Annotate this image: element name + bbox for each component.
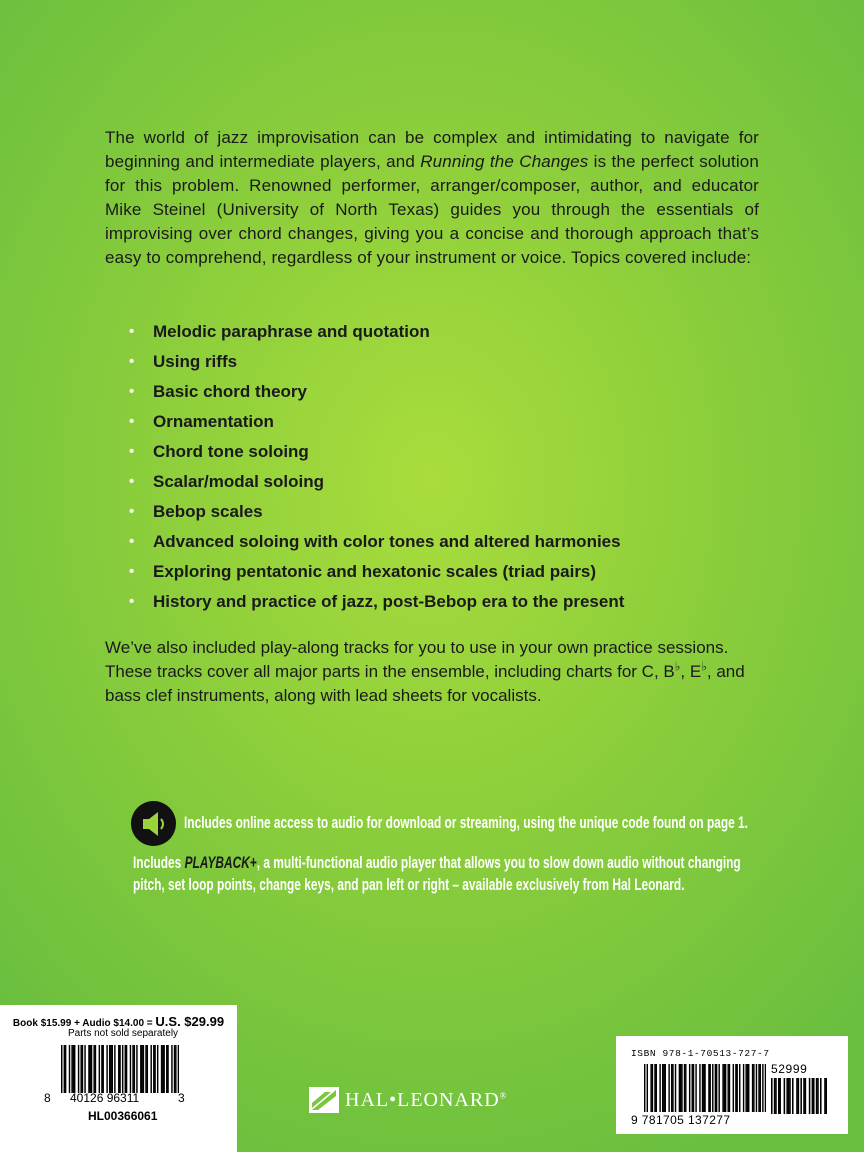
barcode-bar bbox=[709, 1064, 710, 1112]
barcode-bar bbox=[798, 1078, 800, 1114]
barcode-bar bbox=[736, 1064, 737, 1112]
barcode-bar bbox=[753, 1064, 754, 1112]
online-access-note: Includes online access to audio for download or streaming, using the unique code found on page 1. bbox=[184, 813, 748, 832]
barcode-bar bbox=[703, 1064, 704, 1112]
barcode-bar bbox=[760, 1064, 761, 1112]
barcode-bar bbox=[73, 1045, 74, 1093]
price-total: U.S. $29.99 bbox=[155, 1014, 225, 1029]
intro-text-start: The world of jazz improvisation can be complex and intimidating to navigate for beginning and intermediate players, and bbox=[105, 128, 759, 171]
barcode-bar bbox=[644, 1064, 645, 1112]
barcode-bar bbox=[125, 1045, 126, 1093]
barcode-bar bbox=[178, 1045, 179, 1093]
barcode-bar bbox=[789, 1078, 791, 1114]
barcode-bar bbox=[145, 1045, 146, 1093]
barcode-bar bbox=[665, 1064, 666, 1112]
barcode-bar bbox=[654, 1064, 655, 1112]
barcode-bar bbox=[141, 1045, 142, 1093]
barcode-bar bbox=[175, 1045, 176, 1093]
flat-symbol: ♭ bbox=[701, 659, 707, 674]
barcode-bar bbox=[792, 1078, 794, 1114]
topic-item: • Using riffs bbox=[127, 347, 624, 377]
barcode-bar bbox=[118, 1045, 119, 1093]
topic-item: • Bebop scales bbox=[127, 497, 624, 527]
intro-text-end: is the perfect solution for this problem. Renowned performer, arranger/composer, author, and educator Mike Steinel (University of North Texas) guides you through the essentials of improvising over chord changes, giving you a concise and thorough approach that’s easy to comprehend, regardless of your instrument or voice. Topics covered include: bbox=[105, 152, 760, 267]
barcode-bar bbox=[826, 1078, 827, 1114]
barcode-bar bbox=[778, 1078, 780, 1114]
barcode-bar bbox=[796, 1078, 798, 1114]
barcode-bar bbox=[779, 1078, 781, 1114]
barcode-bar bbox=[800, 1078, 802, 1114]
barcode-bar bbox=[684, 1064, 685, 1112]
barcode-bar bbox=[71, 1045, 72, 1093]
barcode-bar bbox=[119, 1045, 120, 1093]
isbn-digits: 9 781705 137277 bbox=[631, 1113, 731, 1127]
barcode-bar bbox=[692, 1064, 693, 1112]
barcode-bar bbox=[134, 1045, 135, 1093]
barcode-bar bbox=[716, 1064, 717, 1112]
barcode-bar bbox=[748, 1064, 749, 1112]
barcode-bar bbox=[685, 1064, 686, 1112]
barcode-bar bbox=[132, 1045, 133, 1093]
barcode-bar bbox=[813, 1078, 815, 1114]
publisher-name-text: HAL•LEONARD bbox=[345, 1088, 500, 1111]
upc-middle-digits: 40126 96311 bbox=[70, 1091, 140, 1105]
barcode-bar bbox=[735, 1064, 736, 1112]
outro-text-mid: , E bbox=[680, 662, 702, 681]
barcode-bar bbox=[775, 1078, 777, 1114]
barcode-bar bbox=[747, 1064, 748, 1112]
parts-note: Parts not sold separately bbox=[68, 1028, 179, 1039]
topic-item: • Ornamentation bbox=[127, 407, 624, 437]
price-box bbox=[0, 1005, 237, 1152]
barcode-bar bbox=[647, 1064, 648, 1112]
barcode-bar bbox=[65, 1045, 66, 1093]
barcode-bar bbox=[93, 1045, 94, 1093]
barcode-bar bbox=[166, 1045, 167, 1093]
barcode-bar bbox=[109, 1045, 110, 1093]
barcode-bar bbox=[745, 1064, 746, 1112]
barcode-bar bbox=[114, 1045, 115, 1093]
barcode-bar bbox=[106, 1045, 107, 1093]
isbn-label: ISBN 978-1-70513-727-7 bbox=[631, 1048, 770, 1059]
barcode-bar bbox=[739, 1064, 740, 1112]
book-title: Running the Changes bbox=[420, 152, 589, 171]
barcode-bar bbox=[84, 1045, 85, 1093]
barcode-bar bbox=[681, 1064, 682, 1112]
barcode-bar bbox=[69, 1045, 70, 1093]
barcode-bar bbox=[724, 1064, 725, 1112]
topic-item: • Basic chord theory bbox=[127, 377, 624, 407]
barcode-bar bbox=[816, 1078, 818, 1114]
isbn-price-code: 52999 bbox=[771, 1062, 808, 1076]
isbn-addon-barcode bbox=[771, 1078, 827, 1114]
barcode-bar bbox=[771, 1078, 773, 1114]
upc-first-digit: 8 bbox=[44, 1091, 51, 1105]
barcode-bar bbox=[161, 1045, 162, 1093]
barcode-bar bbox=[805, 1078, 807, 1114]
barcode-bar bbox=[90, 1045, 91, 1093]
barcode-bar bbox=[147, 1045, 148, 1093]
barcode-bar bbox=[140, 1045, 141, 1093]
barcode-bar bbox=[663, 1064, 664, 1112]
topic-item: • Melodic paraphrase and quotation bbox=[127, 317, 624, 347]
barcode-bar bbox=[652, 1064, 653, 1112]
barcode-bar bbox=[727, 1064, 728, 1112]
barcode-bar bbox=[174, 1045, 175, 1093]
intro-paragraph bbox=[105, 126, 759, 270]
upc-barcode bbox=[61, 1045, 179, 1093]
barcode-bar bbox=[154, 1045, 155, 1093]
hal-leonard-emblem-icon bbox=[309, 1087, 339, 1113]
barcode-bar bbox=[668, 1064, 669, 1112]
barcode-bar bbox=[671, 1064, 672, 1112]
barcode-bar bbox=[102, 1045, 103, 1093]
publisher-logo bbox=[309, 1087, 508, 1113]
outro-text-start: We’ve also included play-along tracks for you to use in your own practice sessions. These tracks cover all major parts in the ensemble, including charts for C, B bbox=[105, 638, 729, 681]
barcode-bar bbox=[74, 1045, 75, 1093]
price-breakdown: Book $15.99 + Audio $14.00 = bbox=[12, 1018, 156, 1029]
barcode-bar bbox=[718, 1064, 719, 1112]
topic-item: • Chord tone soloing bbox=[127, 437, 624, 467]
barcode-bar bbox=[136, 1045, 137, 1093]
barcode-bar bbox=[662, 1064, 663, 1112]
barcode-bar bbox=[112, 1045, 113, 1093]
topic-item: • History and practice of jazz, post-Bebop era to the present bbox=[127, 587, 624, 617]
playback-brand: PLAYBACK+ bbox=[184, 853, 257, 872]
barcode-bar bbox=[812, 1078, 814, 1114]
barcode-bar bbox=[110, 1045, 111, 1093]
barcode-bar bbox=[715, 1064, 716, 1112]
topic-item: • Advanced soloing with color tones and altered harmonies bbox=[127, 527, 624, 557]
barcode-bar bbox=[743, 1064, 744, 1112]
barcode-bar bbox=[762, 1064, 763, 1112]
barcode-bar bbox=[817, 1078, 819, 1114]
barcode-bar bbox=[765, 1064, 766, 1112]
barcode-bar bbox=[820, 1078, 822, 1114]
barcode-bar bbox=[126, 1045, 127, 1093]
outro-paragraph bbox=[105, 636, 765, 708]
barcode-bar bbox=[784, 1078, 786, 1114]
barcode-bar bbox=[679, 1064, 680, 1112]
barcode-bar bbox=[788, 1078, 790, 1114]
upc-last-digit: 3 bbox=[178, 1091, 185, 1105]
playback-prefix: Includes bbox=[133, 853, 185, 872]
barcode-bar bbox=[101, 1045, 102, 1093]
barcode-bar bbox=[786, 1078, 788, 1114]
barcode-bar bbox=[729, 1064, 730, 1112]
barcode-bar bbox=[803, 1078, 805, 1114]
barcode-bar bbox=[167, 1045, 168, 1093]
barcode-bar bbox=[722, 1064, 723, 1112]
barcode-bar bbox=[162, 1045, 163, 1093]
barcode-bar bbox=[78, 1045, 79, 1093]
barcode-bar bbox=[758, 1064, 759, 1112]
barcode-bar bbox=[650, 1064, 651, 1112]
barcode-bar bbox=[82, 1045, 83, 1093]
publisher-name bbox=[345, 1089, 508, 1112]
barcode-bar bbox=[704, 1064, 705, 1112]
barcode-bar bbox=[171, 1045, 172, 1093]
outro-text-end: , and bass clef instruments, along with lead sheets for vocalists. bbox=[105, 662, 745, 705]
playback-note-line2: pitch, set loop points, change keys, and pan left or right – available exclusively from Hal Leonard. bbox=[133, 875, 685, 894]
isbn-barcode bbox=[644, 1064, 766, 1112]
isbn-box bbox=[616, 1036, 848, 1134]
barcode-bar bbox=[774, 1078, 776, 1114]
playback-text: , a multi-functional audio player that allows you to slow down audio without changing bbox=[256, 853, 741, 872]
barcode-bar bbox=[88, 1045, 89, 1093]
barcode-bar bbox=[695, 1064, 696, 1112]
barcode-bar bbox=[733, 1064, 734, 1112]
barcode-bar bbox=[80, 1045, 81, 1093]
barcode-bar bbox=[824, 1078, 826, 1114]
topics-list bbox=[127, 317, 624, 617]
speaker-icon bbox=[131, 801, 176, 846]
barcode-bar bbox=[725, 1064, 726, 1112]
barcode-bar bbox=[150, 1045, 151, 1093]
barcode-bar bbox=[809, 1078, 811, 1114]
barcode-bar bbox=[99, 1045, 100, 1093]
barcode-bar bbox=[122, 1045, 123, 1093]
barcode-bar bbox=[64, 1045, 65, 1093]
playback-note-line1 bbox=[133, 853, 741, 873]
registered-mark: ® bbox=[499, 1089, 508, 1100]
barcode-bar bbox=[153, 1045, 154, 1093]
barcode-bar bbox=[712, 1064, 713, 1112]
barcode-bar bbox=[672, 1064, 673, 1112]
topic-item: • Exploring pentatonic and hexatonic scales (triad pairs) bbox=[127, 557, 624, 587]
barcode-bar bbox=[659, 1064, 660, 1112]
barcode-bar bbox=[130, 1045, 131, 1093]
barcode-bar bbox=[689, 1064, 690, 1112]
barcode-bar bbox=[143, 1045, 144, 1093]
barcode-bar bbox=[91, 1045, 92, 1093]
barcode-bar bbox=[61, 1045, 62, 1093]
item-code: HL00366061 bbox=[88, 1109, 158, 1123]
barcode-bar bbox=[699, 1064, 700, 1112]
barcode-bar bbox=[163, 1045, 164, 1093]
barcode-bar bbox=[157, 1045, 158, 1093]
barcode-bar bbox=[656, 1064, 657, 1112]
topic-item: • Scalar/modal soloing bbox=[127, 467, 624, 497]
barcode-bar bbox=[693, 1064, 694, 1112]
barcode-bar bbox=[675, 1064, 676, 1112]
barcode-bar bbox=[680, 1064, 681, 1112]
barcode-bar bbox=[95, 1045, 96, 1093]
barcode-bar bbox=[756, 1064, 757, 1112]
barcode-bar bbox=[702, 1064, 703, 1112]
price-line bbox=[0, 1014, 237, 1029]
barcode-bar bbox=[752, 1064, 753, 1112]
flat-symbol: ♭ bbox=[674, 659, 681, 674]
barcode-bar bbox=[708, 1064, 709, 1112]
